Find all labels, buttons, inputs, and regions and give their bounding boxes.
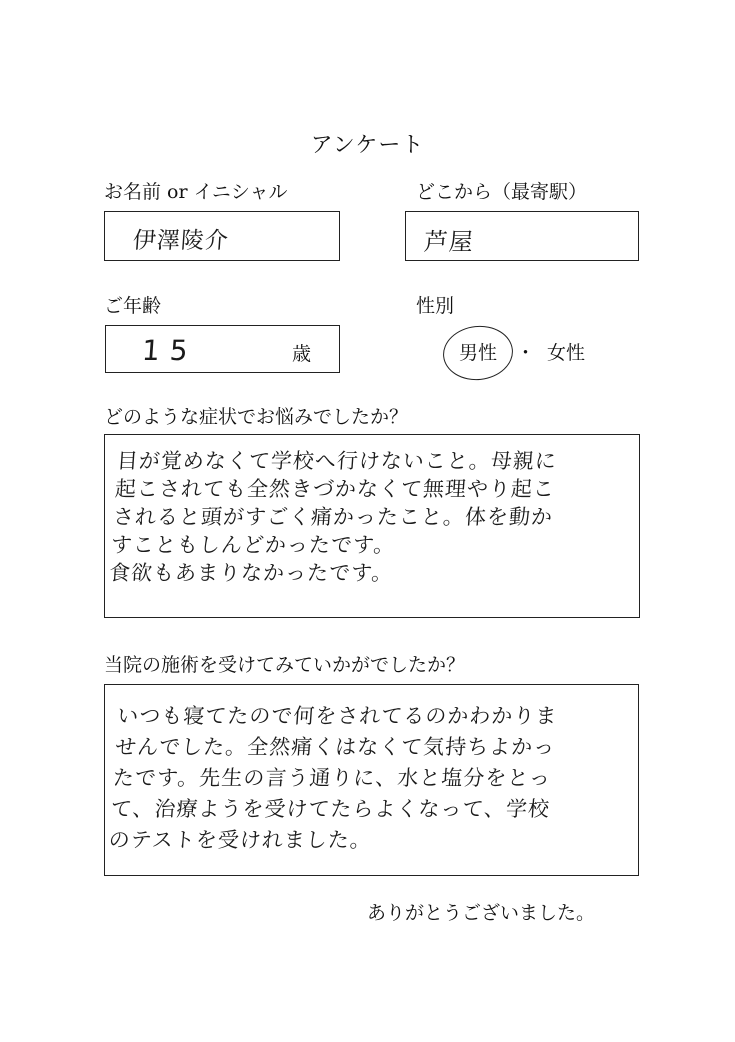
name-label: お名前 or イニシャル [104, 181, 288, 203]
q2-answer-box [104, 684, 639, 876]
page-title: アンケート [310, 133, 425, 158]
age-unit: 歳 [292, 343, 312, 365]
station-label: どこから（最寄駅） [416, 181, 588, 203]
age-value: 15 [140, 334, 199, 367]
gender-label: 性別 [416, 295, 455, 317]
q1-question: どのような症状でお悩みでしたか？ [104, 406, 409, 428]
station-value: 芦屋 [422, 228, 475, 256]
name-value: 伊澤陵介 [131, 228, 230, 254]
age-label: ご年齢 [104, 295, 162, 317]
name-box [104, 211, 340, 261]
age-box [105, 325, 340, 373]
gender-option-male: 男性 [459, 342, 498, 364]
q1-answer-box [104, 434, 640, 618]
gender-separator: ・ [516, 342, 536, 364]
station-box [405, 211, 639, 261]
closing-message: ありがとうございました。 [367, 902, 596, 924]
gender-option-female: 女性 [547, 342, 586, 364]
q2-answer: いつも寝てたので何をされてるのかわかりま せんでした。全然痛くはなくて気持ちよかっ たです。先生の言う通りに、水と塩分をとっ て、治療ようを受けてたらよくなって、学校 のテストを受けれました。 [107, 704, 559, 852]
q1-answer: 目が覚めなくて学校へ行けないこと。母親に 起こされても全然きづかなくて無理やり起こ されると頭がすごく痛かったこと。体を動か すこともしんどかったです。 食欲もあまりなかったです。 [108, 449, 558, 585]
q2-question: 当院の施術を受けてみていかがでしたか？ [104, 654, 466, 676]
